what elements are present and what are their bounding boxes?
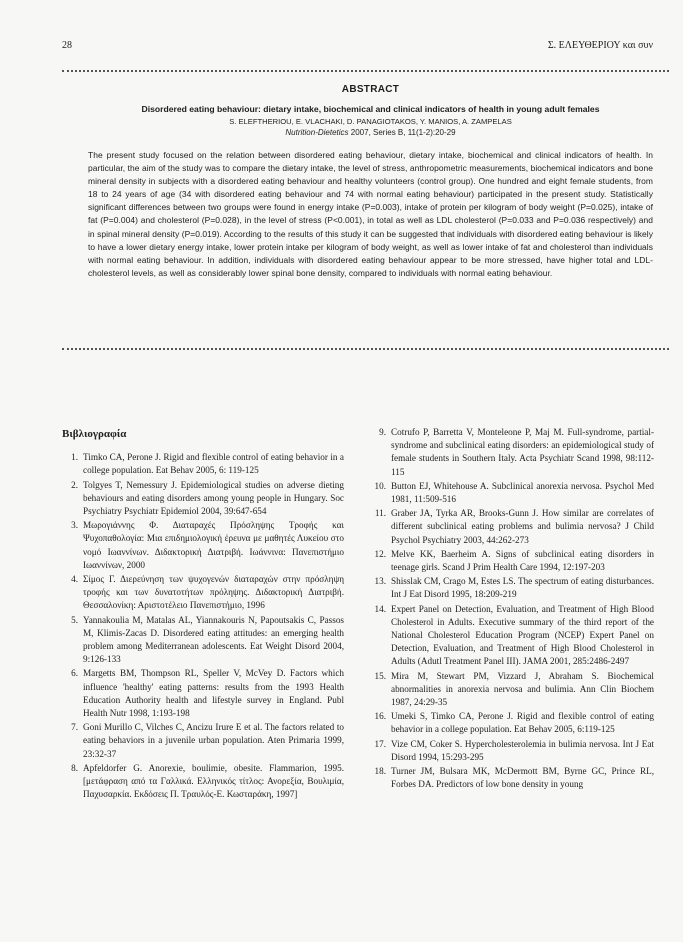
journal-name: Nutrition-Dietetics <box>285 128 349 137</box>
reference-number: 14. <box>374 603 386 614</box>
abstract-section <box>88 80 653 280</box>
reference-item <box>370 710 654 736</box>
reference-item <box>62 451 344 477</box>
reference-number: 11. <box>374 508 386 519</box>
reference-item <box>62 667 344 720</box>
abstract-authors: S. ELEFTHERIOU, E. VLACHAKI, D. PANAGIOTAKOS, Y. MANIOS, A. ZAMPELAS <box>229 117 512 126</box>
reference-text: Apfeldorfer G. Anorexie, boulimie, obesite. Flammarion, 1995. [μετάφραση από τα Γαλλικά. Ελληνικός τίτλος: Ανορεξία, Βουλιμία, Παχυσαρκία. Εκδόσεις Π. Τραυλός-Ε. Κωσταράκη, 1997] <box>83 762 344 800</box>
reference-item <box>62 614 344 667</box>
reference-text: Graber JA, Tyrka AR, Brooks-Gunn J. How similar are correlates of different subclinical eating problems and bulimia nervosa? J Child Psychol Psychiatry 2003, 44:262-273 <box>391 508 654 545</box>
reference-item <box>62 573 344 613</box>
reference-number: 7. <box>71 722 78 733</box>
reference-text: Timko CA, Perone J. Rigid and flexible control of eating behavior in a college population. Eat Behav 2005, 6: 119-125 <box>83 452 344 476</box>
reference-item <box>62 479 344 519</box>
reference-number: 17. <box>374 738 386 749</box>
reference-text: Turner JM, Bulsara MK, McDermott BM, Byrne GC, Prince RL, Forbes DA. Predictors of low bone density in young <box>391 766 654 790</box>
reference-item <box>62 721 344 761</box>
reference-text: Expert Panel on Detection, Evaluation, and Treatment of High Blood Cholesterol in Adults. Executive summary of the third report of the National Cholesterol Education Program (NCEP) Expert Panel on Detection, Evaluation, and Treatment of High Blood Cholesterol in Adults (Adutl Treatment Panel III). JAMA 2001, 285:2486-2497 <box>391 603 654 667</box>
reference-item <box>62 762 344 802</box>
reference-item <box>370 738 654 764</box>
page-header <box>62 40 653 54</box>
reference-text: Goni Murillo C, Vilches C, Ancizu Irure E et al. The factors related to eating behaviors in a juvenile urban population. Aten Primaria 1999, 23:32-37 <box>83 722 344 759</box>
references-heading: Βιβλιογραφία <box>62 428 127 440</box>
reference-number: 9. <box>379 427 386 437</box>
running-title: Σ. ΕΛΕΥΘΕΡΙΟΥ και συν <box>547 40 653 51</box>
dotted-divider-bottom <box>62 348 669 350</box>
reference-number: 2. <box>71 479 78 490</box>
abstract-citation <box>88 128 653 137</box>
reference-item <box>370 670 654 710</box>
reference-text: Tolgyes T, Nemessury J. Epidemiological studies on adverse dieting behaviours and eating disorders among young people in Hungary. Soc Psychiatry Psychiatr Epidemiol 2004, 39:647-654 <box>83 479 344 517</box>
reference-text: Melve KK, Baerheim A. Signs of subclinical eating disorders in teenage girls. Scand J Prim Health Care 1994, 12:197-203 <box>391 548 654 573</box>
reference-text: Mira M, Stewart PM, Vizzard J, Abraham S. Biochemical abnormalities in anorexia nervosa and bulimia. Ann Clin Biochem 1987, 24:29-35 <box>391 670 654 708</box>
reference-text: Margetts BM, Thompson RL, Speller V, McVey D. Factors which influence 'healthy' eating patterns: results from the 1993 Health Education Authority health and lifestyle survey in England. Publ Health Nutr 1998, 1:193-198 <box>83 668 344 719</box>
reference-item <box>370 507 654 547</box>
abstract-heading: ABSTRACT <box>341 84 400 95</box>
reference-number: 15. <box>374 670 386 681</box>
page-number: 28 <box>62 40 72 51</box>
citation-details: 2007, Series B, 11(1-2):20-29 <box>348 128 456 137</box>
reference-item <box>62 519 344 572</box>
reference-number: 16. <box>374 711 386 722</box>
reference-text: Vize CM, Coker S. Hypercholesterolemia in bulimia nervosa. Int J Eat Disord 1994, 15:293-295 <box>391 738 654 762</box>
reference-number: 18. <box>374 766 386 777</box>
reference-number: 1. <box>71 452 78 463</box>
reference-number: 13. <box>374 576 386 587</box>
reference-text: Σίμος Γ. Διερεύνηση των ψυχογενών διαταραχών στην πρόσληψη τροφής και των δυνατοτήτων πρόληψης. Διδακτορική Διατριβή. Θεσσαλονίκη: Αριστοτέλειο Πανεπιστήμιο, 1996 <box>83 574 344 611</box>
reference-text: Shisslak CM, Crago M, Estes LS. The spectrum of eating disturbances. Int J Eat Disord 1995, 18:209-219 <box>391 576 654 600</box>
reference-text: Μωρογιάννης Φ. Διαταραχές Πρόσληψης Τροφής και Ψυχοπαθολογία: Μια επιδημιολογική έρευνα με μαθητές Λυκείου στο νομό Ιωαννίνων. Διδακτορική Διατριβή. Ιωάννινα: Πανεπιστήμιο Ιωαννίνων, 2000 <box>83 520 344 570</box>
abstract-title: Disordered eating behaviour: dietary intake, biochemical and clinical indicators of health in young adult females <box>141 104 600 114</box>
reference-number: 4. <box>71 574 78 585</box>
reference-text: Umeki S, Timko CA, Perone J. Rigid and flexible control of eating behavior in a college population. Eat Behav 2005, 6:119-125 <box>391 711 654 735</box>
reference-number: 3. <box>71 520 78 531</box>
dotted-divider-top <box>62 70 669 72</box>
reference-text: Button EJ, Whitehouse A. Subclinical anorexia nervosa. Psychol Med 1981, 11:509-516 <box>391 480 654 505</box>
reference-number: 6. <box>71 668 78 679</box>
reference-item <box>370 603 654 669</box>
reference-number: 10. <box>374 480 386 491</box>
references-right-column <box>370 426 654 792</box>
reference-text: Yannakoulia M, Matalas AL, Yiannakouris N, Papoutsakis C, Passos M, Klimis-Zacas D. Disordered eating attitudes: an emerging health problem among Mediterranean adolescents. Eat Weight Disord 2004, 9:126-133 <box>83 614 344 665</box>
references-left-column <box>62 428 344 802</box>
reference-item <box>370 765 654 791</box>
abstract-body: The present study focused on the relation between disordered eating behaviour, dietary intake, biochemical and clinical indicators of health. In particular, the aim of the study was to compare the dietary intake, the level of stress, anthropometric measurements, biochemical indicators and bone mineral density in subjects with a disordered eating behaviour and healthy volunteers (control group). One hundred and eight female students, from 18 to 24 years of age (34 with disordered eating behaviour and 74 with normal eating behaviour) participated in the present study. Statistically significant differences between two groups were found in energy intake (P=0.003), intake of protein per kilogram of body weight (P=0.025), intake of fat (P=0.004) and cholesterol (P=0.028), in the level of stress (P<0.001), in total as well as LDL cholesterol (P=0.033 and P=0.036 respectively) and in spinal mineral density (P=0.019). According to the results of this study it can be suggested that individuals with disordered eating behaviour is likely to have a lower dietary energy intake, lower protein intake per kilogram of body weight, as well as lower intake of fat and cholesterol than individuals with normal eating behaviour. In addition, individuals with disordered eating behaviour appear to be more stressed, have higher total and LDL-cholesterol levels, as well as considerably lower spinal bone density, compared to individuals with normal eating behaviour. <box>88 150 653 278</box>
reference-number: 8. <box>71 762 78 773</box>
reference-item <box>370 480 654 506</box>
reference-number: 5. <box>71 614 78 625</box>
reference-number: 12. <box>374 548 386 559</box>
reference-item <box>370 426 654 479</box>
reference-item <box>370 548 654 574</box>
reference-item <box>370 575 654 601</box>
reference-text: Cotrufo P, Barretta V, Monteleone P, Maj M. Full-syndrome, partial-syndrome and subclinical eating disorders: an epidemiological study of female students in Southern Italy. Acta Psychiatr Scand 1998, 98:112-115 <box>391 427 654 477</box>
